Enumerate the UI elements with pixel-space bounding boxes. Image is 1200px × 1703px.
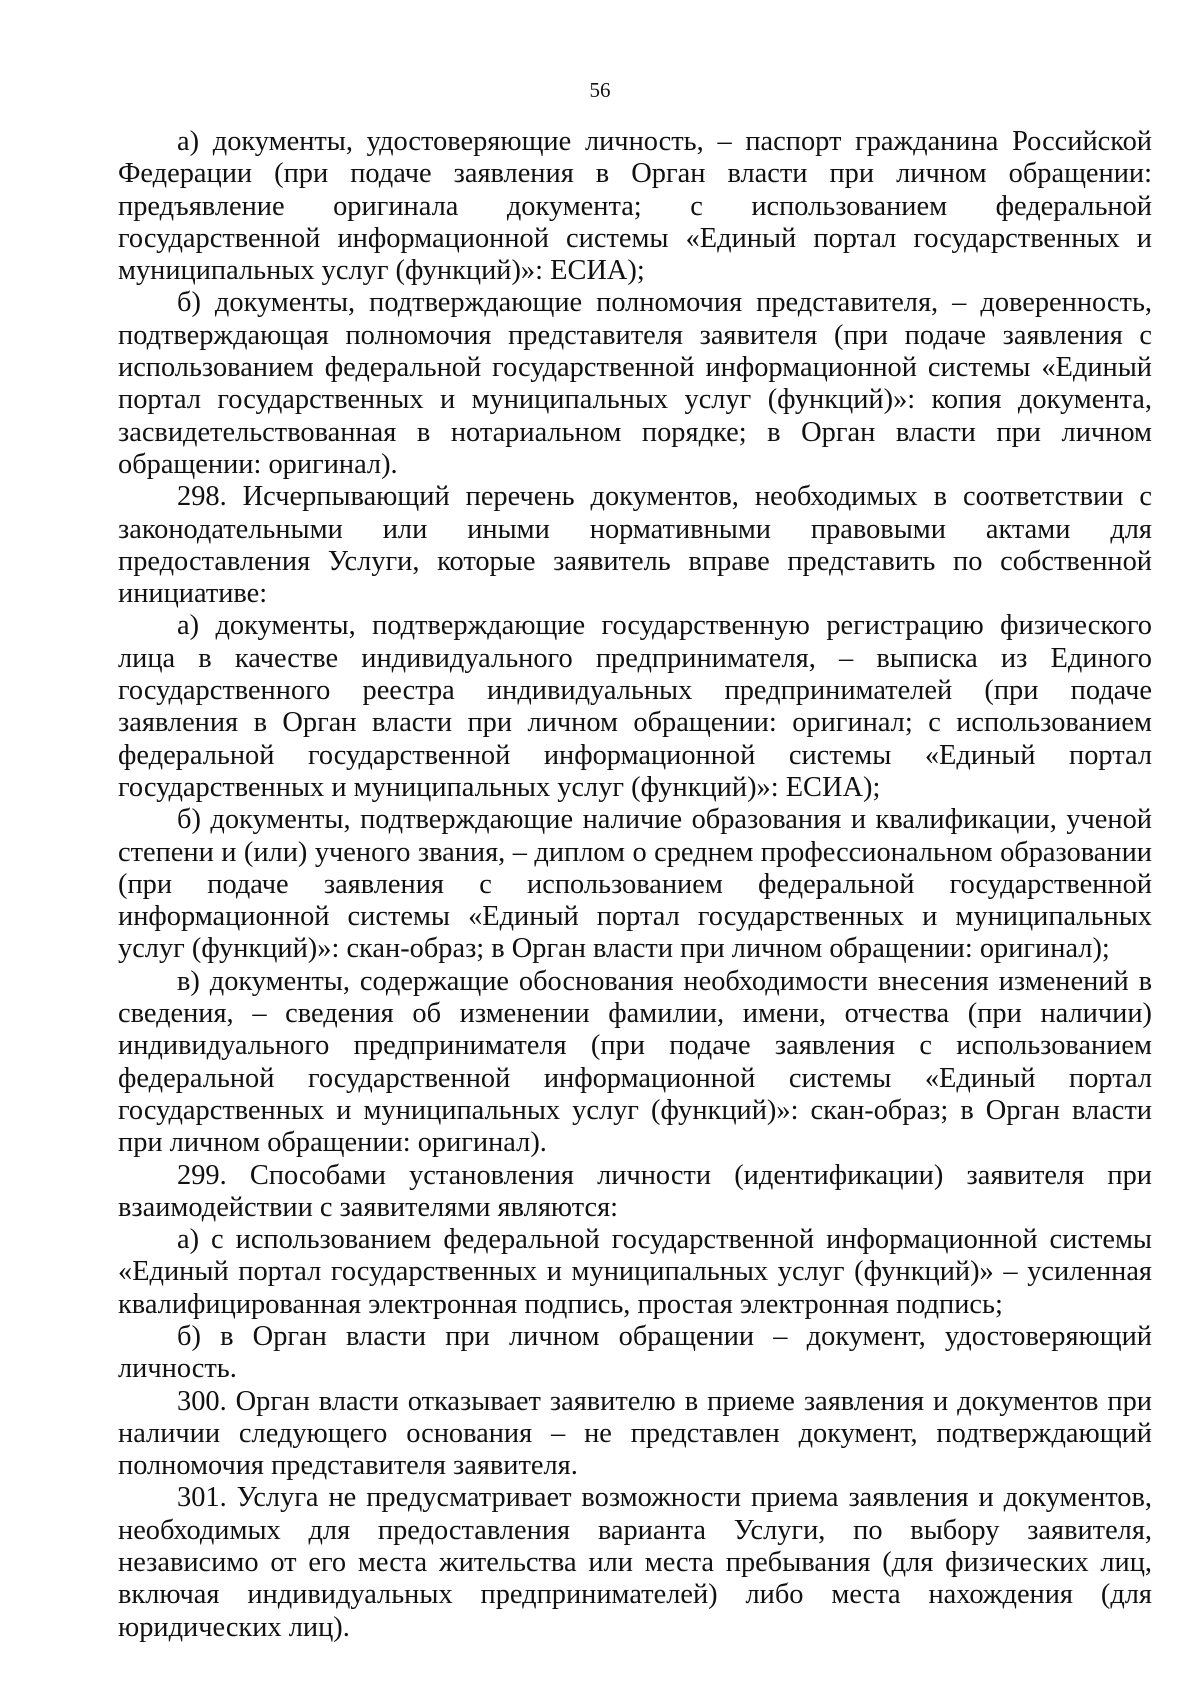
paragraph-documents-authority: б) документы, подтверждающие полномочия представителя, – доверенность, подтверждающая полномочия представителя заявителя (при подаче заявления с использованием федеральной государственной информационной системы «Единый портал государственных и муниципальных услуг (функций)»: копия документа, засвидетельствованная в нотариальном порядке; в Орган власти при личном обращении: оригинал).	[118, 287, 1152, 480]
paragraph-299-a: а) с использованием федеральной государственной информационной системы «Единый портал государственных и муниципальных услуг (функций)» – усиленная квалифицированная электронная подпись, простая электронная подпись;	[118, 1224, 1152, 1320]
paragraph-298: 298. Исчерпывающий перечень документов, необходимых в соответствии с законодательными или иными нормативными правовыми актами для предоставления Услуги, которые заявитель вправе представить по собственной инициативе:	[118, 481, 1152, 610]
paragraph-301: 301. Услуга не предусматривает возможности приема заявления и документов, необходимых для предоставления варианта Услуги, по выбору заявителя, независимо от его места жительства или места пребывания (для физических лиц, включая индивидуальных предпринимателей) либо места нахождения (для юридических лиц).	[118, 1482, 1152, 1643]
paragraph-299-b: б) в Орган власти при личном обращении – документ, удостоверяющий личность.	[118, 1320, 1152, 1385]
paragraph-298-a: а) документы, подтверждающие государственную регистрацию физического лица в качестве индивидуального предпринимателя, – выписка из Единого государственного реестра индивидуальных предпринимателей (при подаче заявления в Орган власти при личном обращении: оригинал; с использованием федеральной государственной информационной системы «Единый портал государственных и муниципальных услуг (функций)»: ЕСИА);	[118, 610, 1152, 803]
document-body	[118, 126, 1152, 1644]
paragraph-300: 300. Орган власти отказывает заявителю в приеме заявления и документов при наличии следующего основания – не представлен документ, подтверждающий полномочия представителя заявителя.	[118, 1385, 1152, 1482]
paragraph-documents-identity: а) документы, удостоверяющие личность, – паспорт гражданина Российской Федерации (при подаче заявления в Орган власти при личном обращении: предъявление оригинала документа; с использованием федеральной государственной информационной системы «Единый портал государственных и муниципальных услуг (функций)»: ЕСИА);	[118, 126, 1152, 287]
page-number: 56	[589, 78, 611, 102]
paragraph-298-c: в) документы, содержащие обоснования необходимости внесения изменений в сведения, – сведения об изменении фамилии, имени, отчества (при наличии) индивидуального предпринимателя (при подаче заявления с использованием федеральной государственной информационной системы «Единый портал государственных и муниципальных услуг (функций)»: скан-образ; в Орган власти при личном обращении: оригинал).	[118, 965, 1152, 1159]
paragraph-299: 299. Способами установления личности (идентификации) заявителя при взаимодействии с заявителями являются:	[118, 1159, 1152, 1223]
paragraph-298-b: б) документы, подтверждающие наличие образования и квалификации, ученой степени и (или) ученого звания, – диплом о среднем профессиональном образовании (при подаче заявления с использованием федеральной государственной информационной системы «Единый портал государственных и муниципальных услуг (функций)»: скан-образ; в Орган власти при личном обращении: оригинал);	[118, 804, 1152, 965]
